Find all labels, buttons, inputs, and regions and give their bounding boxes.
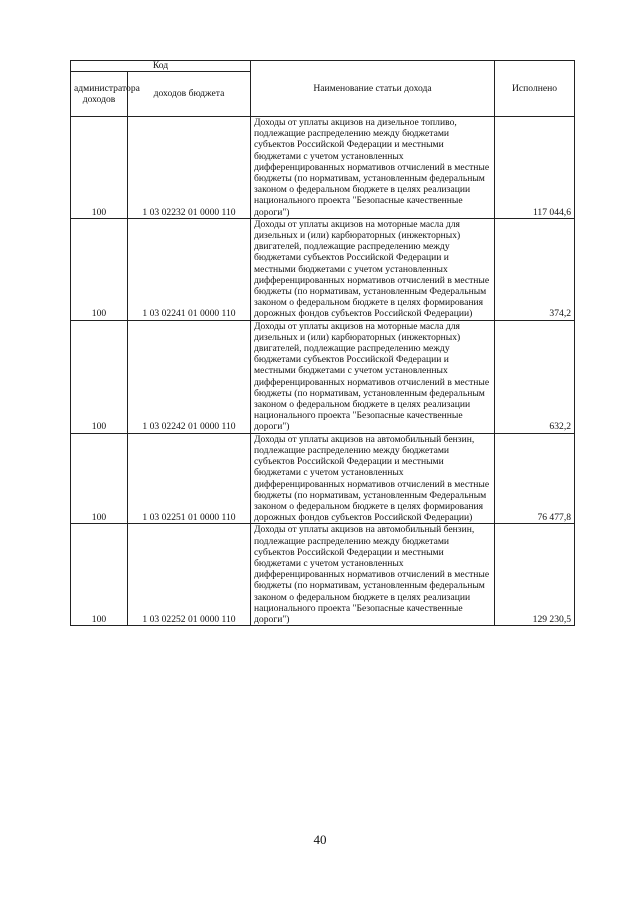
page-number: 40 xyxy=(313,832,327,847)
header-executed: Исполнено xyxy=(495,61,575,117)
admin-code-cell: 100 xyxy=(71,320,128,433)
admin-code-cell: 100 xyxy=(71,218,128,320)
table-row xyxy=(71,117,575,219)
admin-code-cell: 100 xyxy=(71,524,128,626)
executed-amount-cell: 117 044,6 xyxy=(495,117,575,219)
header-budget-income: доходов бюджета xyxy=(128,72,251,117)
income-code-cell: 1 03 02252 01 0000 110 xyxy=(128,524,251,626)
header-name: Наименование статьи дохода xyxy=(251,61,495,117)
executed-amount-cell: 632,2 xyxy=(495,320,575,433)
income-name-cell: Доходы от уплаты акцизов на моторные масла для дизельных и (или) карбюраторных (инжекторных) двигателей, подлежащие распределению между бюджетами субъектов Российской Федерации и местными бюджетами с учетом установленных дифференцированных нормативов отчислений в местные бюджеты (по нормативам, установленным Федеральным законом о федеральном бюджете в целях формирования дорожных фондов субъектов Российской Федерации) xyxy=(251,218,495,320)
admin-code-cell: 100 xyxy=(71,433,128,524)
executed-amount-cell: 76 477,8 xyxy=(495,433,575,524)
income-code-cell: 1 03 02242 01 0000 110 xyxy=(128,320,251,433)
income-code-cell: 1 03 02251 01 0000 110 xyxy=(128,433,251,524)
income-name-cell: Доходы от уплаты акцизов на моторные масла для дизельных и (или) карбюраторных (инжекторных) двигателей, подлежащие распределению между бюджетами субъектов Российской Федерации и местными бюджетами с учетом установленных дифференцированных нормативов отчислений в местные бюджеты (по нормативам, установленным федеральным законом о федеральном бюджете в целях реализации национального проекта "Безопасные качественные дороги") xyxy=(251,320,495,433)
income-name-cell: Доходы от уплаты акцизов на дизельное топливо, подлежащие распределению между бюджетами субъектов Российской Федерации и местными бюджетами с учетом установленных дифференцированных нормативов отчислений в местные бюджеты (по нормативам, установленным федеральным законом о федеральном бюджете в целях реализации национального проекта "Безопасные качественные дороги") xyxy=(251,117,495,219)
income-code-cell: 1 03 02241 01 0000 110 xyxy=(128,218,251,320)
income-code-cell: 1 03 02232 01 0000 110 xyxy=(128,117,251,219)
header-administrator: администратора доходов xyxy=(71,72,128,117)
header-row-top xyxy=(71,61,575,72)
executed-amount-cell: 374,2 xyxy=(495,218,575,320)
income-name-cell: Доходы от уплаты акцизов на автомобильный бензин, подлежащие распределению между бюджетами субъектов Российской Федерации и местными бюджетами с учетом установленных дифференцированных нормативов отчислений в местные бюджеты (по нормативам, установленным Федеральным законом о федеральном бюджете в целях формирования дорожных фондов субъектов Российской Федерации) xyxy=(251,433,495,524)
income-name-cell: Доходы от уплаты акцизов на автомобильный бензин, подлежащие распределению между бюджетами субъектов Российской Федерации и местными бюджетами с учетом установленных дифференцированных нормативов отчислений в местные бюджеты (по нормативам, установленным федеральным законом о федеральном бюджете в целях реализации национального проекта "Безопасные качественные дороги") xyxy=(251,524,495,626)
admin-code-cell: 100 xyxy=(71,117,128,219)
header-kod: Код xyxy=(71,61,251,72)
table-row xyxy=(71,433,575,524)
table-row xyxy=(71,218,575,320)
table-row xyxy=(71,320,575,433)
executed-amount-cell: 129 230,5 xyxy=(495,524,575,626)
table-row xyxy=(71,524,575,626)
income-table xyxy=(70,60,575,626)
